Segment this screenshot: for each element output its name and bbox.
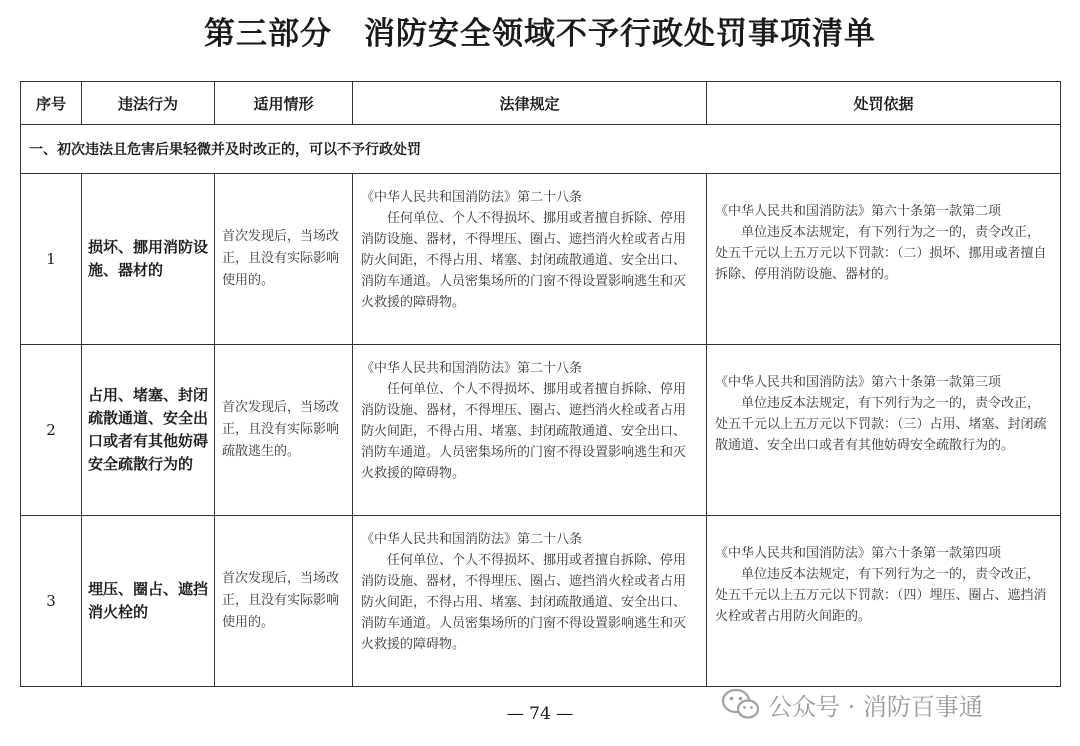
basis-body: 单位违反本法规定，有下列行为之一的，责令改正，处五千元以上五万元以下罚款：（四）埋压、圈占、遮挡消火栓或者占用防火间距的。: [715, 567, 1047, 624]
row-law: [353, 174, 707, 345]
watermark-text: 公众号 · 消防百事通: [768, 692, 983, 721]
penalty-exemption-table: [20, 81, 1061, 687]
row-law: [353, 345, 707, 516]
row-seq: 1: [21, 174, 82, 345]
table-row: [21, 345, 1061, 516]
law-body: 任何单位、个人不得损坏、挪用或者擅自拆除、停用消防设施、器材，不得埋压、圈占、遮挡消火栓或者占用防火间距，不得占用、堵塞、封闭疏散通道、安全出口、消防车通道。人员密集场所的门窗不得设置影响逃生和灭火救援的障碍物。: [361, 382, 687, 481]
row-basis: [707, 516, 1061, 687]
watermark: [722, 684, 983, 724]
wechat-icon: [722, 688, 760, 720]
header-seq: 序号: [21, 82, 82, 125]
header-law: 法律规定: [353, 82, 707, 125]
header-act: 违法行为: [82, 82, 215, 125]
basis-title: 《中华人民共和国消防法》第六十条第一款第二项: [715, 204, 1002, 219]
table-row: [21, 516, 1061, 687]
law-body: 任何单位、个人不得损坏、挪用或者擅自拆除、停用消防设施、器材，不得埋压、圈占、遮挡消火栓或者占用防火间距，不得占用、堵塞、封闭疏散通道、安全出口、消防车通道。人员密集场所的门窗不得设置影响逃生和灭火救援的障碍物。: [361, 211, 687, 310]
row-act: 埋压、圈占、遮挡消火栓的: [82, 516, 215, 687]
basis-title: 《中华人民共和国消防法》第六十条第一款第三项: [715, 375, 1002, 390]
header-basis: 处罚依据: [707, 82, 1061, 125]
table-row: [21, 174, 1061, 345]
section-heading-row: [21, 125, 1061, 174]
row-seq: 2: [21, 345, 82, 516]
basis-body: 单位违反本法规定，有下列行为之一的，责令改正，处五千元以上五万元以下罚款：（二）损坏、挪用或者擅自拆除、停用消防设施、器材的。: [715, 225, 1047, 282]
basis-body: 单位违反本法规定，有下列行为之一的，责令改正，处五千元以上五万元以下罚款：（三）占用、堵塞、封闭疏散通道、安全出口或者有其他妨碍安全疏散行为的。: [715, 396, 1047, 453]
row-law: [353, 516, 707, 687]
section-heading: 一、初次违法且危害后果轻微并及时改正的，可以不予行政处罚: [21, 125, 1061, 174]
basis-title: 《中华人民共和国消防法》第六十条第一款第四项: [715, 546, 1002, 561]
row-situation: 首次发现后，当场改正，且没有实际影响疏散逃生的。: [215, 345, 353, 516]
page-title: 第三部分 消防安全领域不予行政处罚事项清单: [204, 16, 876, 52]
row-basis: [707, 174, 1061, 345]
header-situation: 适用情形: [215, 82, 353, 125]
row-seq: 3: [21, 516, 82, 687]
row-situation: 首次发现后，当场改正，且没有实际影响使用的。: [215, 174, 353, 345]
table-header-row: [21, 82, 1061, 125]
row-situation: 首次发现后，当场改正，且没有实际影响使用的。: [215, 516, 353, 687]
row-act: 损坏、挪用消防设施、器材的: [82, 174, 215, 345]
row-basis: [707, 345, 1061, 516]
page-number: — 74 —: [506, 704, 574, 724]
law-title: 《中华人民共和国消防法》第二十八条: [361, 361, 583, 376]
law-title: 《中华人民共和国消防法》第二十八条: [361, 532, 583, 547]
law-body: 任何单位、个人不得损坏、挪用或者擅自拆除、停用消防设施、器材，不得埋压、圈占、遮挡消火栓或者占用防火间距，不得占用、堵塞、封闭疏散通道、安全出口、消防车通道。人员密集场所的门窗不得设置影响逃生和灭火救援的障碍物。: [361, 553, 687, 652]
row-act: 占用、堵塞、封闭疏散通道、安全出口或者有其他妨碍安全疏散行为的: [82, 345, 215, 516]
law-title: 《中华人民共和国消防法》第二十八条: [361, 190, 583, 205]
